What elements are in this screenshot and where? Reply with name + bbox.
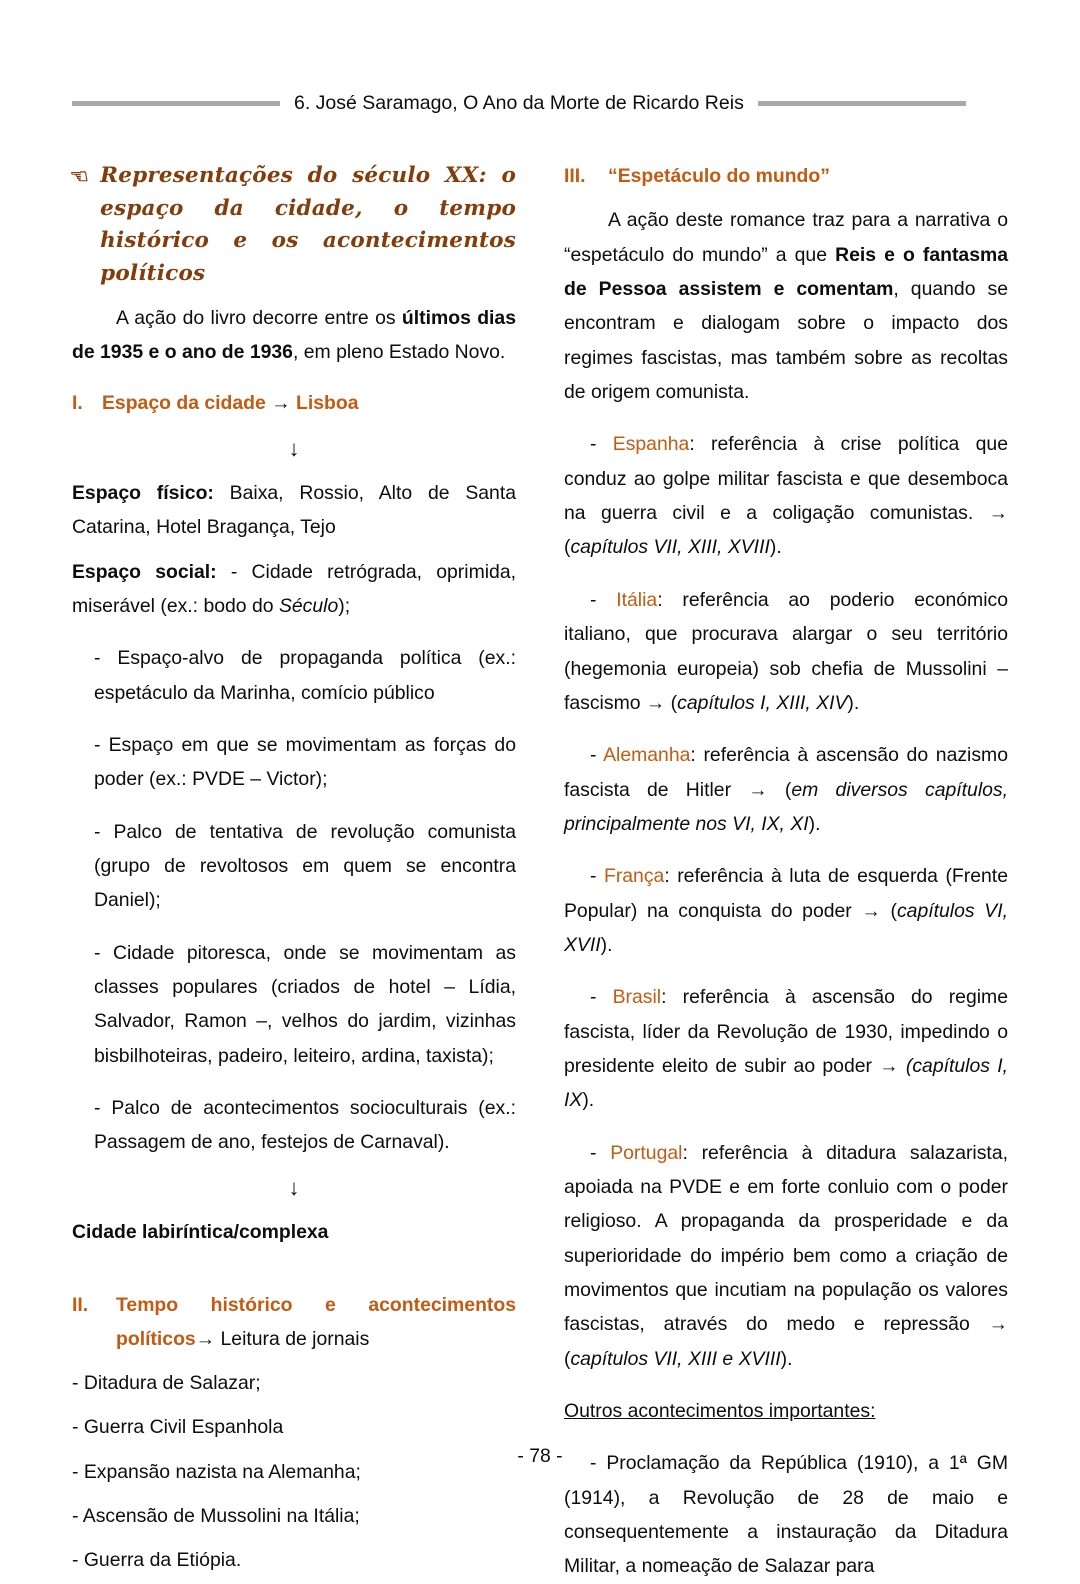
country-tail: ). bbox=[808, 812, 821, 835]
document-header bbox=[72, 92, 1008, 115]
espaco-social-pre: - Cidade retrógrada, oprimida, miserável (ex.: bodo do bbox=[72, 560, 516, 617]
left-events-list bbox=[72, 1366, 516, 1578]
section-iii-label: “Espetáculo do mundo” bbox=[608, 165, 830, 187]
header-rule-left bbox=[72, 101, 280, 106]
country-chapters: capítulos VII, XIII e XVIII bbox=[570, 1347, 781, 1370]
espaco-social-italic: Século bbox=[278, 594, 339, 617]
country-dash: - bbox=[590, 433, 613, 456]
country-name: Portugal bbox=[610, 1141, 683, 1164]
espaco-fisico-label: Espaço físico: bbox=[72, 481, 214, 504]
header-title: 6. José Saramago, O Ano da Morte de Ricardo Reis bbox=[294, 92, 744, 114]
country-name: Brasil bbox=[612, 986, 662, 1009]
section-heading-iii bbox=[564, 160, 1008, 193]
country-tail: ). bbox=[582, 1089, 595, 1112]
section-ii-number: II. bbox=[72, 1294, 89, 1317]
country-chapters: capítulos VII, XIII, XVIII bbox=[570, 536, 770, 559]
list-item: - Expansão nazista na Alemanha; bbox=[72, 1460, 361, 1483]
section-i-label: Espaço da cidade bbox=[102, 392, 266, 415]
country-text: : referência à ditadura salazarista, apoiada na PVDE e em forte conluio com o poder religioso. A propaganda da prosperidade e da superioridade do império bem como a criação de movimentos que incutiam na população os valores fascistas, através do medo e repressão → ( bbox=[564, 1141, 1008, 1370]
country-chapters: capítulos I, XIII, XIV bbox=[677, 691, 848, 714]
country-entry-franca bbox=[564, 859, 1008, 962]
espaco-social-post: ); bbox=[338, 594, 351, 617]
left-intro-pre: A ação do livro decorre entre os bbox=[116, 306, 402, 329]
country-chapters: (capítulos I, IX bbox=[564, 1054, 1008, 1112]
country-tail: ). bbox=[600, 933, 613, 956]
left-intro-post: , em pleno Estado Novo. bbox=[292, 341, 506, 364]
country-entry-alemanha bbox=[564, 738, 1008, 841]
section-ii-tail: Leitura de jornais bbox=[215, 1327, 370, 1350]
others-heading-text: Outros acontecimentos importantes: bbox=[564, 1400, 876, 1423]
country-name: França bbox=[603, 865, 665, 888]
espaco-fisico-text: Baixa, Rossio, Alto de Santa Catarina, Hotel Bragança, Tejo bbox=[72, 481, 516, 539]
left-intro-bold: últimos dias de 1935 e o ano de 1936 bbox=[72, 306, 517, 364]
country-chapters: capítulos VI, XVII bbox=[564, 899, 1008, 956]
country-dash: - bbox=[590, 1141, 611, 1164]
right-column bbox=[564, 160, 1008, 1584]
main-heading bbox=[72, 160, 516, 291]
section-i-target: Lisboa bbox=[295, 392, 359, 415]
country-text: : referência ao poderio económico italiano, que procurava alargar o seu território (hegemonia europeia) sob chefia de Mussolini – fascismo → ( bbox=[564, 588, 1008, 714]
section-i-number: I. bbox=[72, 392, 83, 415]
list-item: - Ascensão de Mussolini na Itália; bbox=[72, 1505, 360, 1528]
left-bullet-list bbox=[72, 641, 516, 1159]
list-item: - Guerra da Etiópia. bbox=[72, 1549, 242, 1572]
espaco-fisico-line bbox=[72, 476, 516, 545]
right-arrow-icon: → bbox=[195, 1327, 216, 1350]
country-tail: ). bbox=[780, 1347, 793, 1370]
country-dash: - bbox=[590, 865, 604, 888]
others-heading bbox=[564, 1394, 1008, 1428]
list-item: - Ditadura de Salazar; bbox=[72, 1372, 261, 1395]
country-entry-portugal bbox=[564, 1136, 1008, 1376]
espaco-social-line bbox=[72, 555, 516, 624]
country-entry-espanha bbox=[564, 427, 1008, 564]
country-text: : referência à ascensão do nazismo fascista de Hitler → ( bbox=[564, 744, 1008, 801]
section-ii-text bbox=[116, 1289, 516, 1356]
country-dash: - bbox=[590, 986, 613, 1009]
two-column-body bbox=[72, 160, 1008, 1584]
right-arrow-icon: → bbox=[271, 392, 291, 415]
section-ii-label: Tempo histórico e acontecimentos políticos bbox=[116, 1294, 516, 1350]
main-heading-text: Representações do século XX: o espaço da cidade, o tempo histórico e os acontecimentos políticos bbox=[100, 163, 516, 287]
left-column bbox=[72, 160, 516, 1584]
list-item: - Palco de tentativa de revolução comunista (grupo de revoltosos em quem se encontra Daniel); bbox=[94, 820, 516, 912]
left-intro-paragraph bbox=[72, 301, 516, 370]
country-name: Itália bbox=[616, 588, 658, 611]
list-item: - Palco de acontecimentos socioculturais (ex.: Passagem de ano, festejos de Carnaval). bbox=[94, 1097, 516, 1154]
section-i-text bbox=[102, 387, 516, 420]
header-rule-right bbox=[758, 101, 966, 106]
right-intro-bold: Reis e o fantasma de Pessoa assistem e comentam bbox=[564, 243, 1008, 301]
pointing-hand-icon: ☞ bbox=[72, 164, 91, 188]
section-iii-number: III. bbox=[564, 165, 586, 187]
list-item: - Guerra Civil Espanhola bbox=[72, 1416, 284, 1439]
country-chapters: em diversos capítulos, principalmente nos VI, IX, XI bbox=[564, 778, 1008, 835]
country-name: Espanha bbox=[612, 433, 690, 456]
espaco-social-label: Espaço social: bbox=[72, 560, 217, 583]
down-arrow-icon-2: ↓ bbox=[288, 1174, 300, 1200]
others-paragraph: - Proclamação da República (1910), a 1ª GM (1914), a Revolução de 28 de maio e consequentemente a instauração da Ditadura Militar, a nomeação de Salazar para bbox=[564, 1452, 1008, 1578]
country-text: : referência à ascensão do regime fascista, líder da Revolução de 1930, impedindo o presidente eleito de subir ao poder → bbox=[564, 986, 1008, 1077]
right-intro-pre: A ação deste romance traz para a narrativa o “espetáculo do mundo” a que bbox=[564, 209, 1008, 266]
down-arrow-icon-1: ↓ bbox=[288, 435, 300, 461]
section-heading-i bbox=[72, 387, 516, 420]
country-entry-brasil bbox=[564, 980, 1008, 1117]
country-dash: - bbox=[590, 744, 604, 767]
list-item: - Espaço em que se movimentam as forças do poder (ex.: PVDE – Victor); bbox=[94, 734, 516, 791]
country-entry-italia bbox=[564, 583, 1008, 720]
right-intro-paragraph bbox=[564, 203, 1008, 409]
list-item: - Espaço-alvo de propaganda política (ex.: espetáculo da Marinha, comício público bbox=[94, 647, 516, 704]
country-text: : referência à luta de esquerda (Frente Popular) na conquista do poder → ( bbox=[564, 865, 1008, 922]
country-text: : referência à crise política que conduz ao golpe militar fascista e que desemboca na guerra civil e a coligação comunistas. → ( bbox=[564, 433, 1008, 559]
page-number: - 78 - bbox=[517, 1445, 563, 1467]
country-tail: ). bbox=[769, 536, 782, 559]
country-tail: ). bbox=[847, 691, 860, 714]
country-name: Alemanha bbox=[603, 744, 691, 767]
section-heading-ii bbox=[72, 1289, 516, 1356]
list-item: - Cidade pitoresca, onde se movimentam as classes populares (criados de hotel – Lídia, Salvador, Ramon –, velhos do jardim, vizinhas bisbilhoteiras, padeiro, leiteiro, ardina, taxista); bbox=[94, 941, 516, 1067]
left-conclusion: Cidade labiríntica/complexa bbox=[72, 1220, 329, 1243]
country-dash: - bbox=[590, 588, 617, 611]
right-intro-post: , quando se encontram e dialogam sobre o impacto dos regimes fascistas, mas também sobre as recoltas de origem comunista. bbox=[564, 278, 1008, 404]
